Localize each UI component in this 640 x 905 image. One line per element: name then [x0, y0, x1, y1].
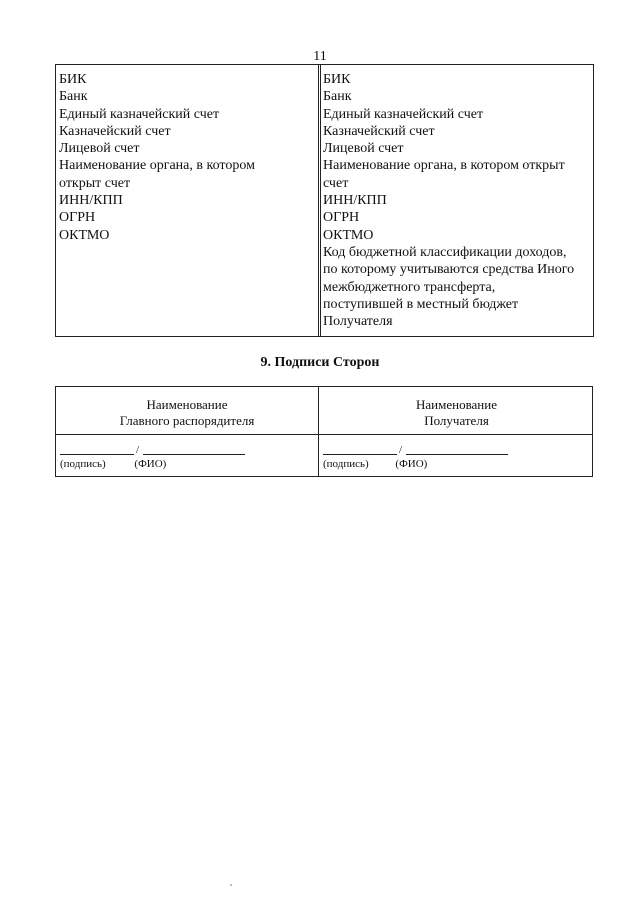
detail-line: Единый казначейский счет — [59, 106, 220, 122]
detail-line: Получателя — [323, 314, 393, 330]
left-header-line1: Наименование — [146, 397, 228, 412]
page-number: 11 — [313, 49, 327, 64]
left-party-header — [56, 397, 318, 429]
detail-line: ОКТМО — [323, 227, 374, 243]
left-header-line2: Главного распорядителя — [119, 413, 255, 428]
fio-line — [406, 454, 508, 455]
signature-slash: / — [136, 444, 140, 456]
signature-lines — [60, 437, 250, 455]
detail-line: Казначейский счет — [323, 123, 435, 139]
signature-slash: / — [399, 444, 403, 456]
right-details-column — [323, 71, 591, 330]
bank-details-table — [55, 64, 594, 337]
signature-lines — [323, 437, 513, 455]
fio-line — [143, 454, 245, 455]
left-signature-block — [60, 437, 250, 470]
detail-line: Наименование органа, в котором — [59, 158, 255, 174]
caption-fio: (ФИО) — [395, 458, 428, 470]
detail-line: Лицевой счет — [59, 141, 140, 157]
detail-line: открыт счет — [59, 175, 131, 191]
detail-line: ИНН/КПП — [59, 193, 123, 209]
left-details-column — [59, 71, 309, 244]
section-title: 9. Подписи Сторон — [260, 355, 380, 370]
detail-line: Банк — [59, 89, 88, 105]
caption-fio: (ФИО) — [134, 458, 167, 470]
signature-captions — [60, 458, 250, 470]
detail-line: Единый казначейский счет — [323, 106, 484, 122]
right-header-line2: Получателя — [424, 413, 489, 428]
detail-line: по которому учитываются средства Иного — [323, 262, 575, 278]
signature-captions — [323, 458, 513, 470]
detail-line: счет — [323, 175, 349, 191]
detail-line: Наименование органа, в котором открыт — [323, 158, 565, 174]
detail-line: ОКТМО — [59, 227, 110, 243]
detail-line: Банк — [323, 89, 352, 105]
table-divider — [56, 434, 592, 435]
detail-line: межбюджетного трансферта, — [323, 279, 496, 295]
scan-speck — [230, 884, 232, 886]
detail-line: ОГРН — [323, 210, 360, 226]
right-header-line1: Наименование — [416, 397, 497, 412]
signatures-table — [55, 386, 593, 477]
caption-signature: (подпись) — [323, 458, 369, 470]
signature-line — [323, 454, 397, 455]
detail-line: Казначейский счет — [59, 123, 171, 139]
table-divider — [318, 65, 319, 336]
detail-line: ОГРН — [59, 210, 96, 226]
detail-line: поступившей в местный бюджет — [323, 296, 519, 312]
right-signature-block — [323, 437, 513, 470]
detail-line: ИНН/КПП — [323, 193, 387, 209]
caption-signature: (подпись) — [60, 458, 106, 470]
detail-line: Лицевой счет — [323, 141, 404, 157]
table-divider — [320, 65, 321, 336]
detail-line: Код бюджетной классификации доходов, — [323, 244, 567, 260]
detail-line: БИК — [59, 72, 87, 87]
right-party-header — [319, 397, 594, 429]
signature-line — [60, 454, 134, 455]
detail-line: БИК — [323, 72, 351, 87]
